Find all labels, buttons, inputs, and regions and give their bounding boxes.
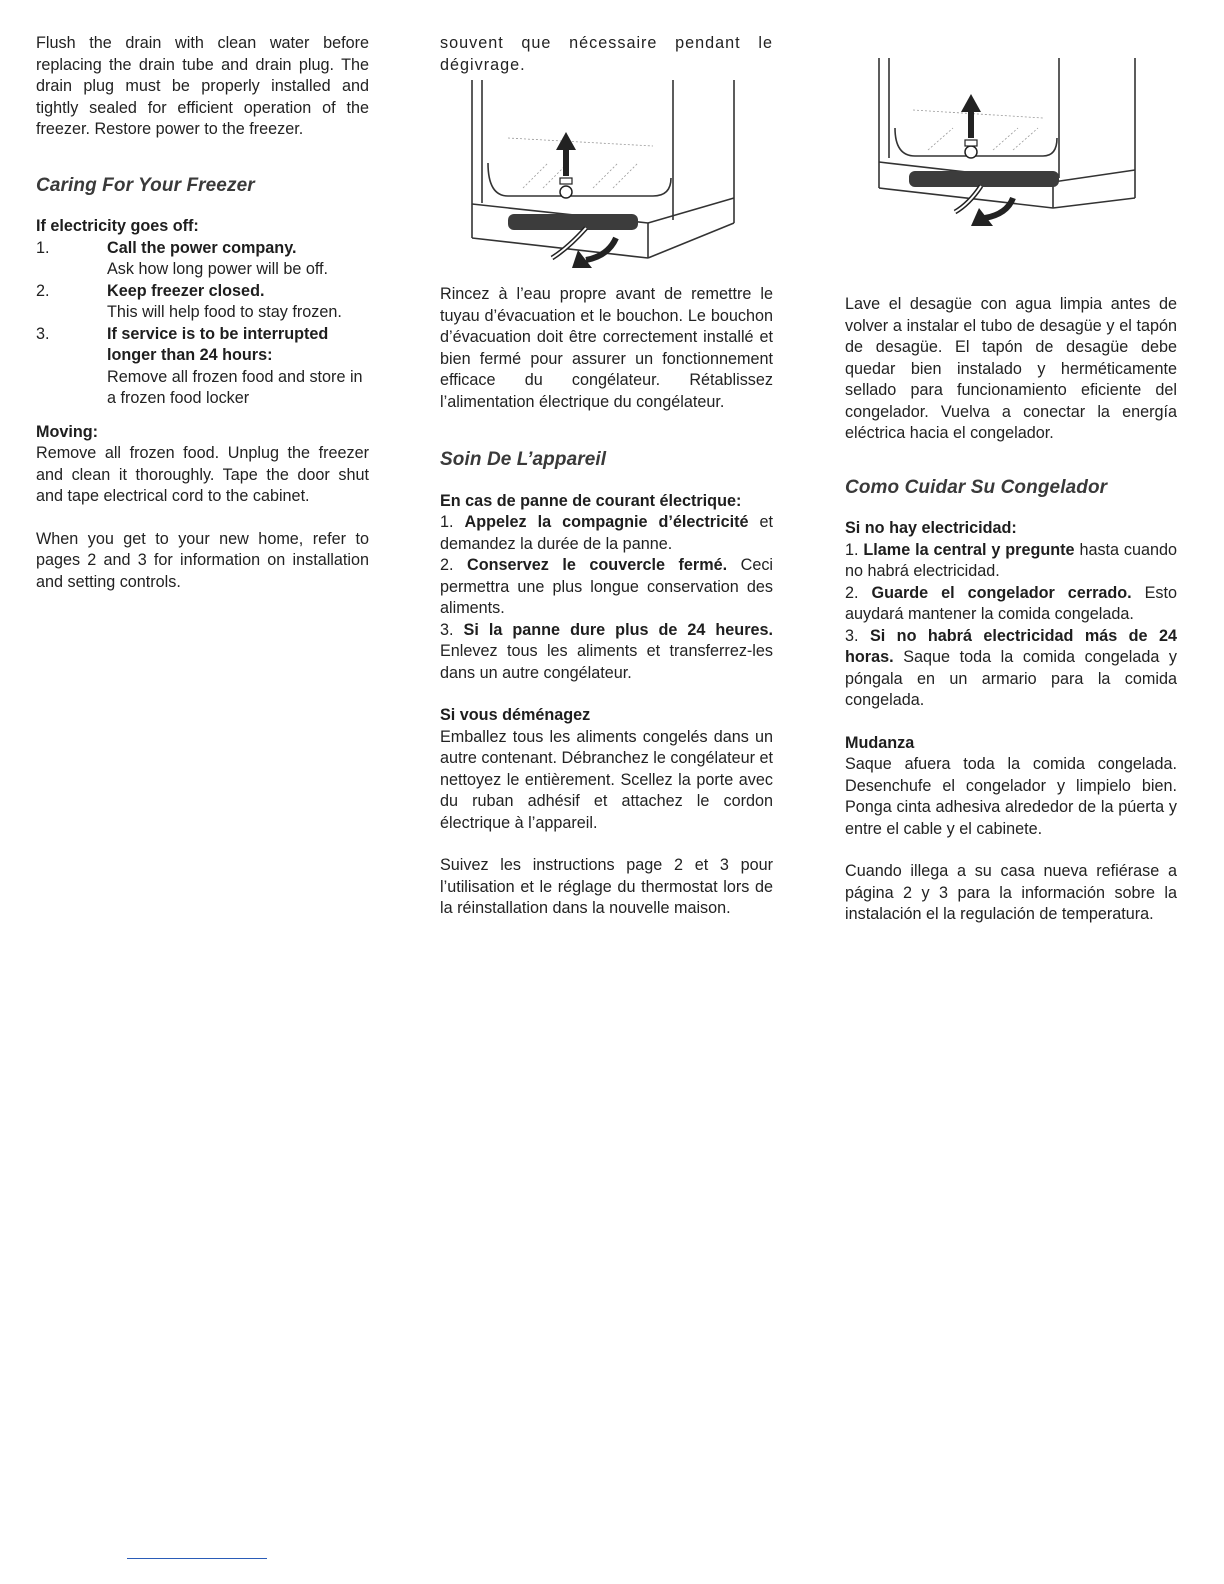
step-text: Ask how long power will be off.	[107, 260, 329, 278]
step-text: Saque toda la comida congelada y póngala en un armario para la comida congelada.	[845, 648, 1178, 709]
step-text: et demandez la durée de la panne.	[440, 513, 773, 553]
step-item	[440, 620, 773, 685]
footer-rule	[127, 1558, 267, 1559]
step-text: Remove all frozen food and store in a frozen food locker	[107, 367, 363, 407]
moving-paragraph: Emballez tous les aliments congelés dans un autre contenant. Débranchez le congélateur et nettoyez le entièrement. Scellez la porte avec du ruban adhésif et attachez le cordon électrique à l’appareil.	[440, 727, 773, 832]
step-item	[845, 540, 1177, 583]
step-number: 3.	[440, 620, 454, 639]
step-title: Keep freezer closed.	[107, 281, 265, 300]
drain-rinse-paragraph: Rincez à l’eau propre avant de remettre le tuyau d’évacuation et le bouchon. Le bouchon d’évacuation doit être correctement installé et bien fermé pour assurer un fonctionnement efficace du congélateur. Rétablissez l’alimentation électrique du congélateur.	[440, 285, 773, 411]
moving-heading: Mudanza	[845, 733, 915, 752]
step-number: 2.	[36, 281, 50, 300]
new-home-paragraph: Cuando illega a su casa nueva refiérase a página 2 y 3 para la información sobre la instalación el la regulación de temperatura.	[845, 862, 1177, 923]
new-home-paragraph: When you get to your new home, refer to pages 2 and 3 for information on installation and setting controls.	[36, 529, 369, 591]
step-item	[440, 512, 773, 555]
care-heading: Como Cuidar Su Congelador	[845, 476, 1108, 498]
step-title: If service is to be interrupted longer than 24 hours:	[107, 324, 329, 364]
step-text: hasta cuando no habrá electricidad.	[845, 540, 1178, 580]
freezer-drain-illustration	[873, 58, 1163, 286]
english-column	[36, 33, 369, 593]
drain-flush-paragraph: Flush the drain with clean water before replacing the drain tube and drain plug. The drain plug must be properly installed and tightly sealed for efficient operation of the freezer. Restore power to the freezer.	[36, 34, 369, 138]
step-item	[440, 555, 773, 620]
moving-heading: Si vous déménagez	[440, 706, 591, 724]
step-number: 1.	[845, 540, 859, 559]
drain-wash-paragraph: Lave el desagüe con agua limpia antes de volver a instalar el tubo de desagüe y el tapón de desagüe. El tapón de desagüe debe quedar bien instalado y herméticamente sellado para funcionamiento eficiente del congelador. Vuelva a conectar la energía eléctrica hacia el congelador.	[845, 295, 1177, 442]
step-text: Esto auydará mantener la comida congelada.	[845, 583, 1178, 623]
step-item	[36, 281, 369, 324]
defrost-continuation: souvent que nécessaire pendant le dégivrage.	[440, 34, 773, 74]
power-off-heading: If electricity goes off:	[36, 217, 199, 235]
step-title: Llame la central y pregunte	[863, 540, 1075, 559]
moving-paragraph: Saque afuera toda la comida congelada. Desenchufe el congelador y limpielo bien. Ponga cinta adhesiva alrededor de la púerta y entre el cable y el cabinete.	[845, 755, 1177, 838]
step-title: Call the power company.	[107, 238, 297, 257]
step-item	[845, 583, 1177, 626]
step-number: 3.	[845, 626, 859, 645]
moving-paragraph: Remove all frozen food. Unplug the freezer and clean it thoroughly. Tape the door shut and tape electrical cord to the cabinet.	[36, 444, 369, 505]
step-title: Conservez le couvercle fermé.	[467, 556, 728, 574]
french-column	[440, 33, 773, 920]
step-text: Ceci permettra une plus longue conservation des aliments.	[440, 556, 774, 617]
step-number: 1.	[36, 238, 50, 257]
moving-heading: Moving:	[36, 422, 99, 441]
step-item	[36, 324, 369, 410]
step-title: Si la panne dure plus de 24 heures.	[463, 620, 774, 639]
spanish-column	[845, 33, 1177, 926]
care-heading: Soin De L’appareil	[440, 449, 607, 470]
step-text: This will help food to stay frozen.	[107, 303, 342, 321]
freezer-drain-illustration	[468, 78, 758, 278]
step-number: 3.	[36, 324, 50, 343]
step-number: 1.	[440, 513, 454, 531]
step-number: 2.	[845, 583, 859, 602]
step-title: Appelez la compagnie d’électricité	[464, 513, 749, 531]
step-title: Guarde el congelador cerrado.	[871, 583, 1132, 602]
new-home-paragraph: Suivez les instructions page 2 et 3 pour l’utilisation et le réglage du thermostat lors de la réinstallation dans la nouvelle maison.	[440, 856, 773, 917]
power-off-heading: En cas de panne de courant électrique:	[440, 491, 742, 510]
step-item	[845, 626, 1177, 712]
power-off-heading: Si no hay electricidad:	[845, 519, 1017, 537]
step-item	[36, 238, 369, 281]
step-number: 2.	[440, 556, 454, 574]
step-text: Enlevez tous les aliments et transferrez-les dans un autre congélateur.	[440, 642, 773, 682]
caring-heading: Caring For Your Freezer	[36, 174, 255, 196]
step-title: Si no habrá electricidad más de 24 horas.	[845, 626, 1177, 666]
